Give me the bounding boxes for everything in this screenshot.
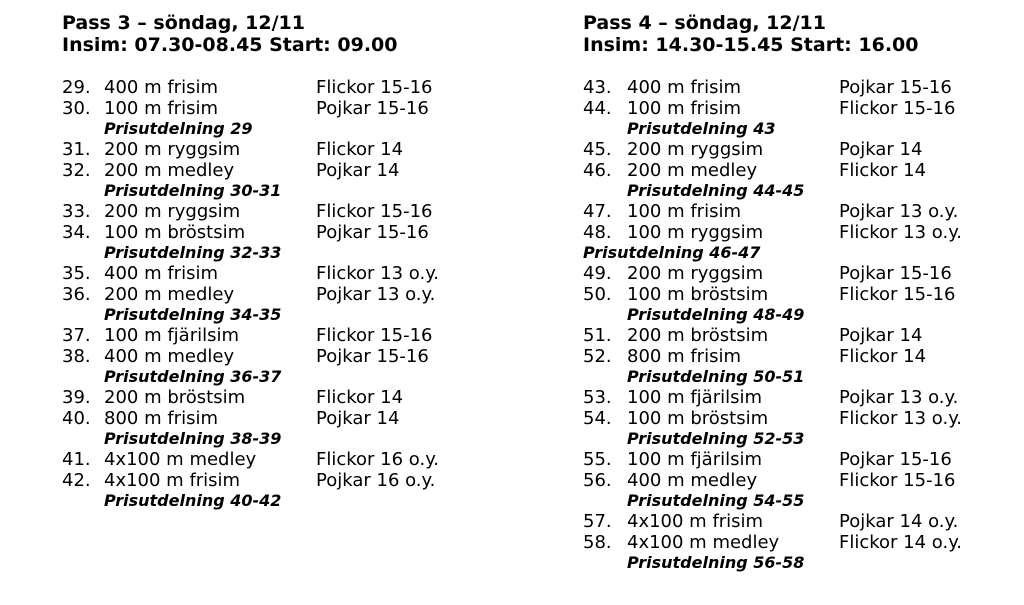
event-row [583,77,1003,98]
event-name: 400 m medley [104,346,235,367]
event-number: 58. [583,532,612,553]
event-class: Flickor 14 [316,387,404,408]
event-row [62,387,502,408]
event-number: 33. [62,201,91,222]
event-class: Pojkar 15-16 [316,98,429,119]
event-row [583,449,1003,470]
event-name: 400 m frisim [627,77,741,98]
event-number: 29. [62,77,91,98]
pass-title: Pass 4 – söndag, 12/11 [583,12,826,34]
event-row [583,408,1003,429]
event-number: 53. [583,387,612,408]
event-number: 39. [62,387,91,408]
event-class: Pojkar 14 [316,160,400,181]
prize-ceremony: Prisutdelning 36-37 [104,367,282,386]
event-name: 100 m bröstsim [104,222,246,243]
event-list [583,77,1003,573]
prize-ceremony: Prisutdelning 29 [104,119,253,138]
event-class: Pojkar 16 o.y. [316,470,436,491]
event-number: 41. [62,449,91,470]
event-row [62,77,502,98]
event-class: Flickor 15-16 [839,284,956,305]
event-number: 52. [583,346,612,367]
event-row [62,139,502,160]
event-name: 200 m ryggsim [627,263,764,284]
prize-ceremony: Prisutdelning 32-33 [104,243,282,262]
event-class: Flickor 16 o.y. [316,449,440,470]
event-name: 100 m fjärilsim [627,387,763,408]
event-number: 55. [583,449,612,470]
event-class: Pojkar 14 [839,325,923,346]
event-row [62,470,502,491]
event-number: 49. [583,263,612,284]
event-row [583,98,1003,119]
event-number: 42. [62,470,91,491]
event-name: 200 m bröstsim [104,387,246,408]
event-row [583,325,1003,346]
event-row [62,325,502,346]
event-name: 200 m bröstsim [627,325,769,346]
event-number: 44. [583,98,612,119]
event-name: 4x100 m frisim [104,470,241,491]
event-class: Flickor 15-16 [316,325,433,346]
event-class: Pojkar 15-16 [316,346,429,367]
event-class: Flickor 14 [316,139,404,160]
event-class: Pojkar 13 o.y. [839,387,959,408]
prize-ceremony: Prisutdelning 48-49 [627,305,805,324]
pass-title: Pass 3 – söndag, 12/11 [62,12,305,34]
event-name: 100 m frisim [627,201,741,222]
event-row [583,139,1003,160]
event-name: 200 m medley [104,160,235,181]
prize-ceremony: Prisutdelning 34-35 [104,305,282,324]
event-class: Flickor 15-16 [316,77,433,98]
event-number: 34. [62,222,91,243]
event-name: 200 m ryggsim [104,139,241,160]
event-class: Pojkar 15-16 [316,222,429,243]
event-class: Flickor 13 o.y. [316,263,440,284]
prize-ceremony: Prisutdelning 30-31 [104,181,282,200]
event-row [62,449,502,470]
event-number: 51. [583,325,612,346]
event-number: 56. [583,470,612,491]
event-class: Flickor 13 o.y. [839,222,963,243]
event-name: 100 m ryggsim [627,222,764,243]
event-class: Pojkar 14 o.y. [839,511,959,532]
event-number: 47. [583,201,612,222]
event-row [583,263,1003,284]
event-number: 48. [583,222,612,243]
event-name: 400 m frisim [104,263,218,284]
event-name: 100 m frisim [627,98,741,119]
event-name: 4x100 m medley [627,532,780,553]
event-row [583,201,1003,222]
event-class: Pojkar 13 o.y. [316,284,436,305]
event-row [62,346,502,367]
event-row [583,160,1003,181]
event-number: 54. [583,408,612,429]
event-name: 4x100 m medley [104,449,257,470]
prize-ceremony: Prisutdelning 54-55 [627,491,805,510]
event-name: 800 m frisim [627,346,741,367]
event-name: 400 m frisim [104,77,218,98]
event-class: Pojkar 15-16 [839,263,952,284]
event-class: Flickor 14 [839,346,927,367]
event-number: 31. [62,139,91,160]
event-name: 100 m bröstsim [627,284,769,305]
prize-ceremony: Prisutdelning 38-39 [104,429,282,448]
event-number: 30. [62,98,91,119]
event-number: 50. [583,284,612,305]
event-number: 57. [583,511,612,532]
event-name: 400 m medley [627,470,758,491]
pass-4-section [583,12,1003,573]
event-row [62,98,502,119]
event-class: Flickor 14 o.y. [839,532,963,553]
event-number: 37. [62,325,91,346]
event-name: 800 m frisim [104,408,218,429]
event-number: 40. [62,408,91,429]
event-class: Pojkar 15-16 [839,449,952,470]
event-row [583,284,1003,305]
pass-3-section [62,12,502,511]
event-row [62,284,502,305]
prize-ceremony: Prisutdelning 46-47 [583,243,761,262]
event-class: Flickor 15-16 [316,201,433,222]
event-name: 100 m frisim [104,98,218,119]
event-row [583,511,1003,532]
event-number: 43. [583,77,612,98]
event-row [62,160,502,181]
event-row [583,470,1003,491]
event-name: 200 m ryggsim [104,201,241,222]
event-row [62,201,502,222]
prize-ceremony: Prisutdelning 40-42 [104,491,282,510]
event-class: Flickor 15-16 [839,470,956,491]
event-name: 100 m fjärilsim [627,449,763,470]
event-class: Pojkar 15-16 [839,77,952,98]
event-name: 200 m ryggsim [627,139,764,160]
event-row [583,532,1003,553]
event-class: Flickor 14 [839,160,927,181]
event-number: 45. [583,139,612,160]
prize-ceremony: Prisutdelning 52-53 [627,429,805,448]
event-class: Flickor 13 o.y. [839,408,963,429]
event-list [62,77,502,511]
event-row [62,222,502,243]
event-number: 38. [62,346,91,367]
prize-ceremony: Prisutdelning 44-45 [627,181,805,200]
event-number: 36. [62,284,91,305]
event-number: 46. [583,160,612,181]
pass-schedule: Insim: 14.30-15.45 Start: 16.00 [583,34,919,56]
prize-ceremony: Prisutdelning 50-51 [627,367,805,386]
event-row [583,222,1003,243]
event-name: 100 m fjärilsim [104,325,240,346]
event-class: Flickor 15-16 [839,98,956,119]
event-number: 32. [62,160,91,181]
event-class: Pojkar 14 [839,139,923,160]
event-class: Pojkar 14 [316,408,400,429]
event-row [62,408,502,429]
prize-ceremony: Prisutdelning 56-58 [627,553,805,572]
prize-ceremony: Prisutdelning 43 [627,119,776,138]
pass-schedule: Insim: 07.30-08.45 Start: 09.00 [62,34,398,56]
event-name: 100 m bröstsim [627,408,769,429]
event-name: 4x100 m frisim [627,511,764,532]
event-row [583,387,1003,408]
event-number: 35. [62,263,91,284]
event-class: Pojkar 13 o.y. [839,201,959,222]
event-row [583,346,1003,367]
event-name: 200 m medley [104,284,235,305]
event-row [62,263,502,284]
event-name: 200 m medley [627,160,758,181]
